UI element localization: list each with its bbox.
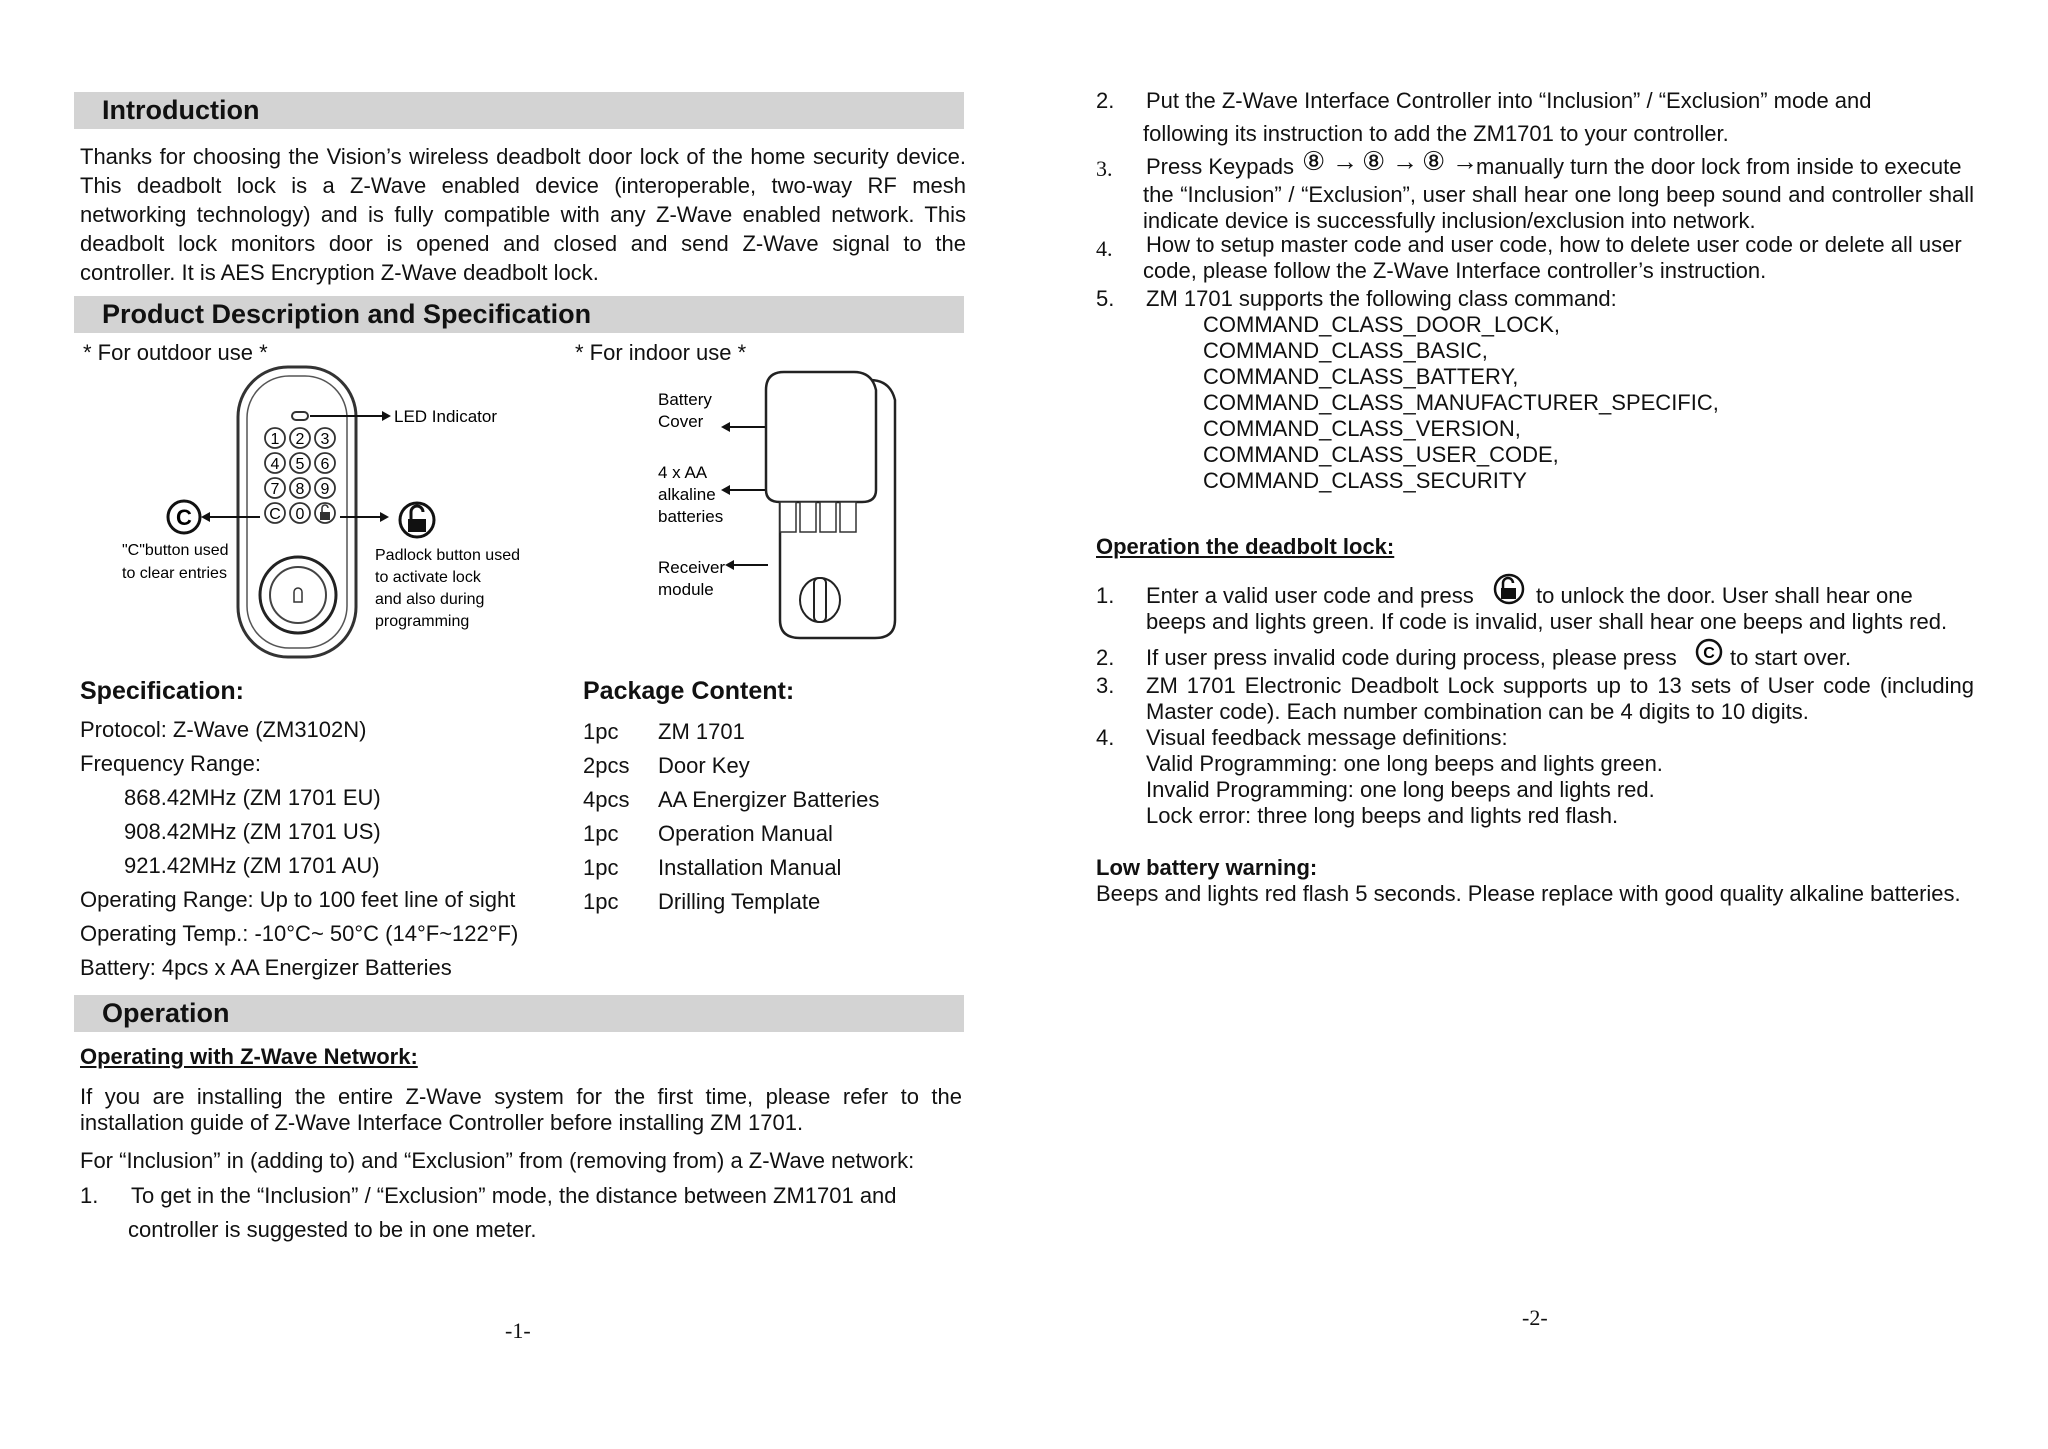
step-2-number: 2. — [1096, 88, 1115, 113]
step-2-line1: Put the Z-Wave Interface Controller into “Inclusion” / “Exclusion” mode and — [1146, 88, 1872, 113]
command-class-version: COMMAND_CLASS_VERSION, — [1203, 416, 1521, 441]
step-1-line1: To get in the “Inclusion” / “Exclusion” mode, the distance between ZM1701 and — [131, 1183, 897, 1208]
step-1-number: 1. — [80, 1183, 99, 1208]
step-3-rest: the “Inclusion” / “Exclusion”, user shall hear one long beep sound and controller shall indicate device is successfully inclusion/exclusion into network. — [1143, 182, 1974, 233]
keypad-8-icon: ⑧ — [1362, 146, 1386, 176]
spec-frequency-range: Frequency Range: — [80, 751, 261, 776]
receiver-label-line2: module — [658, 580, 714, 599]
op-1-line2: beeps and lights green. If code is invalid, user shall hear one beeps and lights red. — [1146, 609, 1948, 634]
command-class-manufacturer-specific: COMMAND_CLASS_MANUFACTURER_SPECIFIC, — [1203, 390, 1719, 415]
spec-frequency-us: 908.42MHz (ZM 1701 US) — [124, 819, 381, 844]
step-5-number: 5. — [1096, 286, 1115, 311]
svg-text:C: C — [176, 505, 192, 530]
specification-heading: Specification: — [80, 677, 244, 705]
outdoor-use-label: * For outdoor use * — [83, 340, 268, 365]
package-item-1: ZM 1701 — [658, 719, 745, 744]
arrow-right-icon: → — [1452, 146, 1478, 176]
led-indicator-label: LED Indicator — [394, 407, 497, 426]
package-item-6: Drilling Template — [658, 889, 821, 914]
command-class-door-lock: COMMAND_CLASS_DOOR_LOCK, — [1203, 312, 1560, 337]
padlock-label-line1: Padlock button used — [375, 547, 520, 564]
op-2-text-pre: If user press invalid code during process, please press — [1146, 645, 1677, 670]
op-2-number: 2. — [1096, 645, 1115, 670]
package-qty-5: 1pc — [583, 855, 619, 880]
arrow-right-icon: → — [1332, 146, 1358, 176]
batteries-label-line2: alkaline — [658, 485, 716, 504]
low-battery-heading: Low battery warning: — [1096, 855, 1318, 880]
step-4-text: How to setup master code and user code, how to delete user code or delete all user code, please follow the Z-Wave Interface controller’s instruction. — [1143, 232, 1962, 283]
op-3-number: 3. — [1096, 673, 1115, 698]
operation-deadbolt-heading: Operation the deadbolt lock: — [1096, 534, 1395, 559]
introduction-text: Thanks for choosing the Vision’s wireless deadbolt door lock of the home security device. This deadbolt lock is a Z-Wave enabled device (interoperable, two-way RF mesh networking technology) and is fully compatible with any Z-Wave enabled network. This deadbolt lock monitors door is opened and closed and send Z-Wave signal to the controller. It is AES Encryption Z-Wave deadbolt lock. — [80, 144, 966, 285]
step-3-manual-turn: manually turn the door lock from inside to execute — [1476, 154, 1962, 179]
batteries-label-line3: batteries — [658, 507, 724, 526]
command-class-security: COMMAND_CLASS_SECURITY — [1203, 468, 1527, 493]
keypad-8-icon: ⑧ — [1422, 146, 1446, 176]
battery-cover-label-line2: Cover — [658, 412, 704, 431]
key-5: 5 — [295, 456, 305, 473]
page-number-2: -2- — [1522, 1305, 1548, 1330]
spec-frequency-au: 921.42MHz (ZM 1701 AU) — [124, 853, 380, 878]
c-button-icon — [168, 501, 200, 533]
outdoor-keypad-figure — [110, 360, 550, 660]
zwave-intro-paragraph: If you are installing the entire Z-Wave system for the first time, please refer to the installation guide of Z-Wave Interface Controller before installing ZM 1701. — [80, 1084, 962, 1135]
c-button-label-line2: to clear entries — [122, 565, 227, 582]
key-7: 7 — [270, 481, 280, 498]
step-3-press-keypads: Press Keypads — [1146, 154, 1294, 179]
step-4-number: 4. — [1096, 236, 1113, 261]
spec-protocol: Protocol: Z-Wave (ZM3102N) — [80, 717, 367, 742]
package-item-3: AA Energizer Batteries — [658, 787, 880, 812]
c-button-label-line1: "C"button used — [122, 542, 229, 559]
op-4-lock-error: Lock error: three long beeps and lights red flash. — [1146, 803, 1619, 828]
operation-heading: Operation — [74, 995, 964, 1032]
package-item-4: Operation Manual — [658, 821, 833, 846]
page-number-1: -1- — [505, 1318, 531, 1343]
product-description-heading: Product Description and Specification — [74, 296, 964, 333]
unlock-padlock-icon — [1492, 572, 1526, 606]
command-class-basic: COMMAND_CLASS_BASIC, — [1203, 338, 1488, 363]
op-1-text-pre: Enter a valid user code and press — [1146, 583, 1474, 608]
low-battery-text: Beeps and lights red flash 5 seconds. Please replace with good quality alkaline batteries. — [1096, 881, 1961, 906]
c-clear-icon — [1694, 637, 1724, 667]
introduction-heading: Introduction — [74, 92, 964, 129]
battery-cover-label-line1: Battery — [658, 390, 712, 409]
key-1: 1 — [270, 431, 280, 448]
op-4-invalid-programming: Invalid Programming: one long beeps and lights red. — [1146, 777, 1655, 802]
svg-text:C: C — [1703, 645, 1715, 662]
command-class-user-code: COMMAND_CLASS_USER_CODE, — [1203, 442, 1559, 467]
padlock-label-line2: to activate lock — [375, 569, 481, 586]
key-6: 6 — [320, 456, 330, 473]
key-9: 9 — [320, 481, 330, 498]
key-2: 2 — [295, 431, 305, 448]
key-3: 3 — [320, 431, 330, 448]
package-qty-3: 4pcs — [583, 787, 630, 812]
key-0: 0 — [295, 506, 305, 523]
receiver-label-line1: Receiver — [658, 558, 726, 577]
batteries-label-line1: 4 x AA — [658, 463, 708, 482]
package-qty-6: 1pc — [583, 889, 619, 914]
spec-battery: Battery: 4pcs x AA Energizer Batteries — [80, 955, 452, 980]
op-4-heading: Visual feedback message definitions: — [1146, 725, 1508, 750]
keypad-8-icon: ⑧ — [1302, 146, 1326, 176]
key-4: 4 — [270, 456, 280, 473]
padlock-label-line4: programming — [375, 613, 470, 630]
op-4-number: 4. — [1096, 725, 1115, 750]
op-4-valid-programming: Valid Programming: one long beeps and lights green. — [1146, 751, 1663, 776]
zwave-inclusion-paragraph: For “Inclusion” in (adding to) and “Exclusion” from (removing from) a Z-Wave network: — [80, 1148, 915, 1173]
command-class-battery: COMMAND_CLASS_BATTERY, — [1203, 364, 1519, 389]
package-item-5: Installation Manual — [658, 855, 842, 880]
op-1-number: 1. — [1096, 583, 1115, 608]
spec-operating-range: Operating Range: Up to 100 feet line of sight — [80, 887, 516, 912]
package-qty-4: 1pc — [583, 821, 619, 846]
step-3-number: 3. — [1096, 156, 1113, 181]
package-qty-1: 1pc — [583, 719, 619, 744]
package-content-heading: Package Content: — [583, 677, 795, 705]
padlock-button-icon — [400, 503, 434, 537]
padlock-label-line3: and also during — [375, 591, 485, 608]
step-5-text: ZM 1701 supports the following class command: — [1146, 286, 1617, 311]
package-item-2: Door Key — [658, 753, 750, 778]
key-8: 8 — [295, 481, 305, 498]
arrow-right-icon: → — [1392, 146, 1418, 176]
zwave-network-subheading: Operating with Z-Wave Network: — [80, 1044, 418, 1069]
op-1-text-post: to unlock the door. User shall hear one — [1536, 583, 1913, 608]
indoor-unit-figure — [650, 360, 900, 660]
spec-frequency-eu: 868.42MHz (ZM 1701 EU) — [124, 785, 381, 810]
indoor-use-label: * For indoor use * — [575, 340, 747, 365]
spec-operating-temp: Operating Temp.: -10°C~ 50°C (14°F~122°F) — [80, 921, 519, 946]
package-qty-2: 2pcs — [583, 753, 630, 778]
op-2-text-post: to start over. — [1730, 645, 1852, 670]
step-2-line2: following its instruction to add the ZM1701 to your controller. — [1143, 121, 1729, 146]
key-c: C — [269, 506, 281, 523]
step-1-line2: controller is suggested to be in one meter. — [128, 1217, 537, 1242]
op-3-text: ZM 1701 Electronic Deadbolt Lock supports up to 13 sets of User code (including Master code). Each number combination can be 4 digits to 10 digits. — [1146, 673, 1974, 724]
